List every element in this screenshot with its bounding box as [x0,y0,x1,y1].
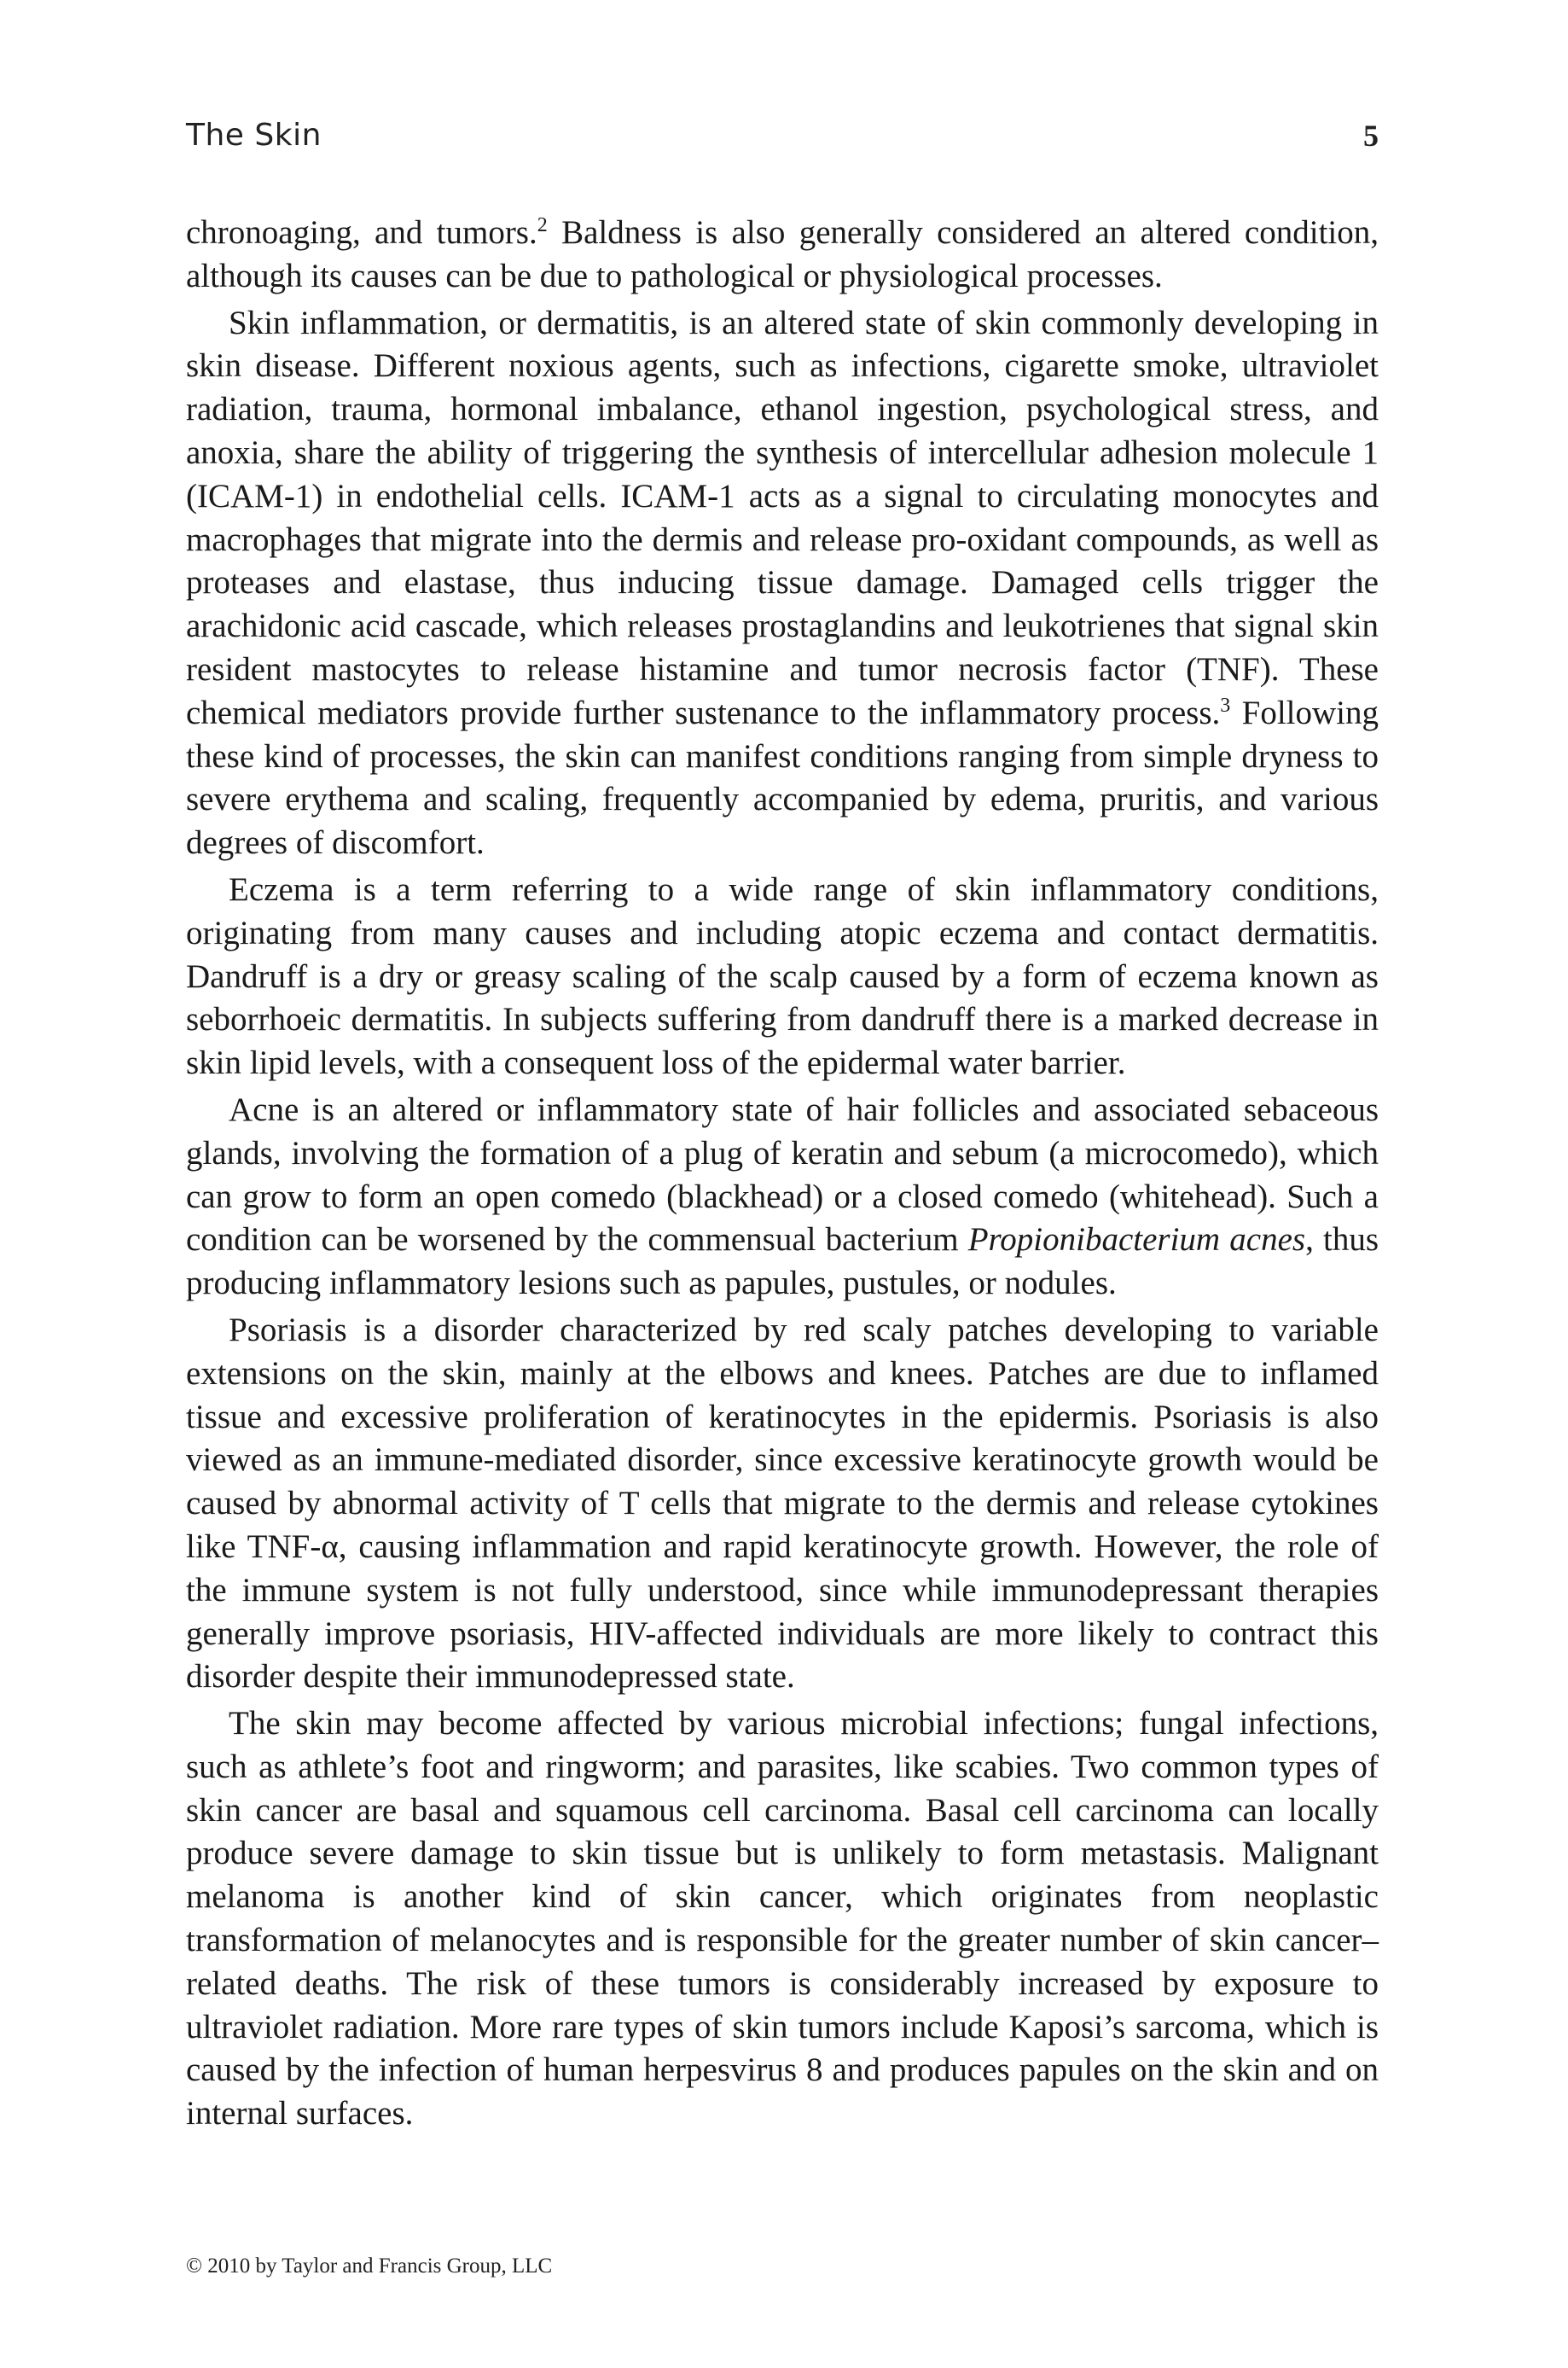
paragraph-text: , thus producing inflammatory lesions such as papules, pustules, or nodules. [186,1221,1379,1302]
footnote-ref-2: 2 [537,214,548,236]
species-name: Propionibacterium acnes [967,1221,1306,1259]
running-title: The Skin [186,118,322,153]
paragraph-acne [186,1089,1379,1306]
paragraph-text: Skin inflammation, or dermatitis, is an altered state of skin commonly developing in skin disease. Different noxious agents, such as infections, cigarette smoke, ultraviolet radiation, trauma, hormonal imbalance, ethanol ingestion, psychological stress, and anoxia, share the ability of triggering the synthesis of intercellular adhesion molecule 1 (ICAM-1) in endothelial cells. ICAM-1 acts as a signal to circulating monocytes and macrophages that migrate into the dermis and release pro-oxidant compounds, as well as proteases and elastase, thus inducing tissue damage. Damaged cells trigger the arachidonic acid cascade, which releases prostaglandins and leukotrienes that signal skin resident mastocytes to release histamine and tumor necrosis factor (TNF). These chemical mediators provide further sustenance to the inflammatory process. [186,304,1379,731]
paragraph-text: Psoriasis is a disorder characterized by red scaly patches developing to variable extensions on the skin, mainly at the elbows and knees. Patches are due to inflamed tissue and excessive proliferation of keratinocytes in the epidermis. Psoriasis is also viewed as an immune-mediated disorder, since excessive keratinocyte growth would be caused by abnormal activity of T cells that migrate to the dermis and release cytokines like TNF-α, causing inflammation and rapid keratinocyte growth. However, the role of the immune system is not fully understood, since while immunodepressant therapies generally improve psoriasis, HIV-affected individuals are more likely to contract this disorder despite their immunodepressed state. [186,1311,1379,1696]
body-text [186,212,1379,2139]
paragraph-eczema [186,869,1379,1085]
copyright-footer: © 2010 by Taylor and Francis Group, LLC [186,2255,553,2278]
paragraph-text: Following these kind of processes, the skin can manifest conditions ranging from simple dryness to severe erythema and scaling, frequently accompanied by edema, pruritis, and various degrees of discomfort. [186,694,1379,862]
paragraph-psoriasis [186,1309,1379,1699]
paragraph-dermatitis [186,302,1379,865]
paragraph-text: The skin may become affected by various microbial infections; fungal infections, such as athlete’s foot and ringworm; and parasites, like scabies. Two common types of skin cancer are basal and squamous cell carcinoma. Basal cell carcinoma can locally produce severe damage to skin tissue but is unlikely to form metastasis. Malignant melanoma is another kind of skin cancer, which originates from neoplastic transformation of melanocytes and is responsible for the greater number of skin cancer–related deaths. The risk of these tumors is considerably increased by exposure to ultraviolet radiation. More rare types of skin tumors include Kaposi’s sarcoma, which is caused by the infection of human herpesvirus 8 and produces papules on the skin and on internal surfaces. [186,1705,1379,2132]
footnote-ref-3: 3 [1220,694,1231,717]
paragraph-text: Acne is an altered or inflammatory state of hair follicles and associated sebaceous glands, involving the formation of a plug of keratin and sebum (a microcomedo), which can grow to form an open comedo (blackhead) or a closed comedo (whitehead). Such a condition can be worsened by the commensual bacterium [186,1091,1379,1259]
paragraph-baldness [186,212,1379,299]
paragraph-infections-cancer [186,1702,1379,2136]
page-number: 5 [1363,119,1379,153]
paragraph-text: chronoaging, and tumors. [186,214,537,251]
paragraph-text: Baldness is also generally considered an altered condition, although its causes can be due to pathological or physiological processes. [186,214,1379,294]
paragraph-text: Eczema is a term referring to a wide range of skin inflammatory conditions, originating from many causes and including atopic eczema and contact dermatitis. Dandruff is a dry or greasy scaling of the scalp caused by a form of eczema known as seborrhoeic dermatitis. In subjects suffering from dandruff there is a marked decrease in skin lipid levels, with a consequent loss of the epidermal water barrier. [186,870,1379,1082]
